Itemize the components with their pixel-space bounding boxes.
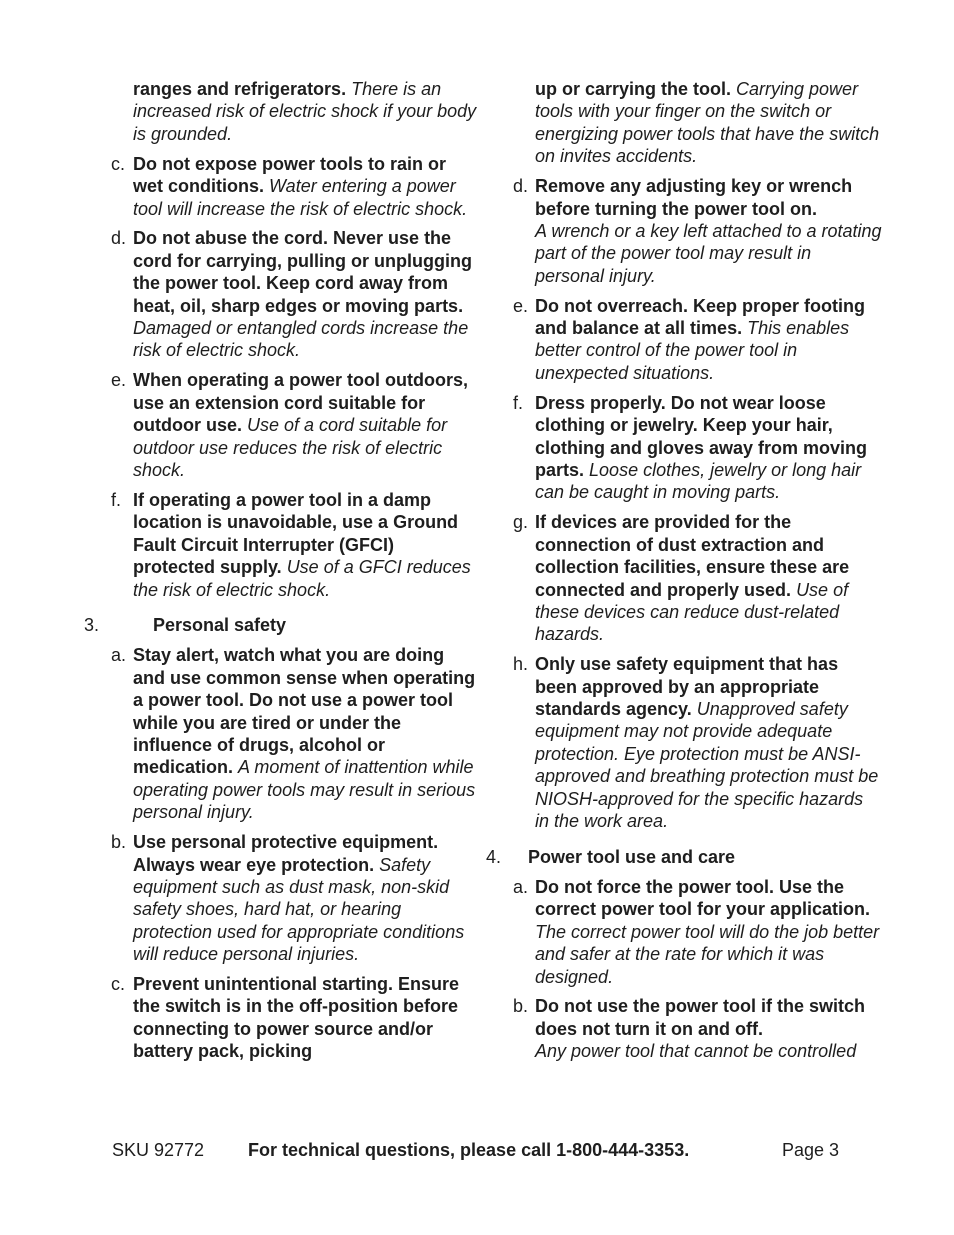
item-italic-text: Use of a cord suitable for outdoor use reduces the risk of electric shock. [133, 415, 448, 480]
item-letter: b. [513, 996, 529, 1017]
list-item [482, 392, 882, 504]
list-item [80, 153, 480, 220]
right-column [482, 78, 882, 1070]
item-letter: f. [513, 392, 524, 413]
item-italic-text: The correct power tool will do the job better and safer at the rate for which it was designed. [535, 921, 880, 987]
item-italic-text: There is an increased risk of electric shock if your body is grounded. [133, 79, 477, 144]
list-item [80, 489, 480, 601]
item-italic-text: Safety equipment such as dust mask, non-skid safety shoes, hard hat, or hearing protection used for appropriate conditions will reduce personal injuries. [133, 854, 465, 965]
section-heading [80, 614, 480, 636]
page-footer [112, 1139, 852, 1163]
item-bold-text: Only use safety equipment that has been approved by an appropriate standards agency. [535, 654, 839, 720]
section-title: Power tool use and care [528, 846, 736, 867]
item-letter: e. [111, 370, 127, 391]
item-italic-text: This enables better control of the power tool in unexpected situations. [535, 318, 850, 383]
item-bold-text: ranges and refrigerators. [133, 79, 347, 99]
section-number: 3. [84, 614, 100, 635]
item-letter: d. [513, 176, 529, 197]
footer-sku: SKU 92772 [112, 1140, 205, 1160]
item-letter: g. [513, 512, 529, 533]
item-bold-text: If operating a power tool in a damp location is unavoidable, use a Ground Fault Circuit Interrupter (GFCI) protected supply. [133, 489, 459, 578]
item-italic-text: A moment of inattention while operating power tools may result in serious personal injury. [133, 757, 476, 823]
item-letter: b. [111, 832, 127, 853]
item-bold-text: Do not overreach. Keep proper footing and balance at all times. [535, 295, 866, 339]
item-letter: a. [111, 645, 127, 666]
item-letter: f. [111, 489, 122, 510]
item-italic-text: Use of these devices can reduce dust-related hazards. [535, 579, 849, 645]
item-italic-text: A wrench or a key left attached to a rotating part of the power tool may result in personal injury. [535, 220, 882, 286]
footer-page-number: Page 3 [782, 1140, 840, 1160]
item-italic-text: Any power tool that cannot be controlled [535, 1041, 857, 1062]
section-number: 4. [486, 846, 502, 867]
section-heading [482, 846, 882, 868]
list-item [80, 227, 480, 361]
item-italic-text: Loose clothes, jewelry or long hair can be caught in moving parts. [535, 460, 862, 503]
item-bold-text: Do not expose power tools to rain or wet conditions. [133, 153, 447, 197]
item-italic-text: Carrying power tools with your finger on the switch or energizing power tools that have the switch on invites accidents. [535, 79, 880, 167]
footer-support-phone: For technical questions, please call 1-800-444-3353. [248, 1140, 690, 1160]
item-italic-text: Damaged or entangled cords increase the risk of electric shock. [133, 318, 469, 361]
item-letter: h. [513, 654, 529, 675]
list-item [482, 295, 882, 385]
item-letter: d. [111, 228, 127, 249]
list-item [80, 78, 480, 145]
item-italic-text: Use of a GFCI reduces the risk of electric shock. [133, 557, 471, 600]
item-letter: a. [513, 876, 529, 897]
item-bold-text: If devices are provided for the connection of dust extraction and collection facilities, ensure these are connected and properly used. [535, 512, 850, 600]
list-item [482, 995, 882, 1062]
item-italic-text: Unapproved safety equipment may not provide adequate protection. Eye protection must be ANSI-approved and breathing protection must be NIOSH-approved for the specific hazards in the work area. [535, 699, 879, 832]
list-item [80, 644, 480, 823]
item-italic-text: Water entering a power tool will increase the risk of electric shock. [133, 176, 468, 219]
list-item [80, 369, 480, 481]
item-bold-text: Do not abuse the cord. Never use the cord for carrying, pulling or unplugging the power tool. Keep cord away from heat, oil, sharp edges or moving parts. [133, 228, 472, 316]
list-item [80, 831, 480, 965]
list-item [482, 78, 882, 168]
list-item [482, 653, 882, 832]
item-bold-text: up or carrying the tool. [535, 79, 732, 99]
left-column [80, 78, 480, 1070]
list-item [80, 973, 480, 1063]
item-bold-text: When operating a power tool outdoors, use an extension cord suitable for outdoor use. [133, 370, 468, 436]
item-bold-text: Prevent unintentional starting. Ensure the switch is in the off-position before connecting to power source and/or battery pack, picking [133, 974, 460, 1062]
item-bold-text: Do not use the power tool if the switch does not turn it on and off. [535, 996, 866, 1039]
item-letter: c. [111, 153, 126, 174]
item-letter: c. [111, 974, 126, 995]
list-item [482, 876, 882, 988]
item-bold-text: Dress properly. Do not wear loose clothing or jewelry. Keep your hair, clothing and gloves away from moving parts. [535, 392, 868, 480]
list-item [482, 511, 882, 645]
section-title: Personal safety [153, 614, 287, 635]
item-bold-text: Remove any adjusting key or wrench before turning the power tool on. [535, 176, 853, 219]
item-letter: e. [513, 295, 529, 316]
item-bold-text: Use personal protective equipment. Always wear eye protection. [133, 832, 439, 875]
list-item [482, 175, 882, 287]
item-bold-text: Stay alert, watch what you are doing and use common sense when operating a power tool. Do not use a power tool while you are tired or under the influence of drugs, alcohol or medication. [133, 645, 476, 778]
item-bold-text: Do not force the power tool. Use the correct power tool for your application. [535, 876, 871, 920]
